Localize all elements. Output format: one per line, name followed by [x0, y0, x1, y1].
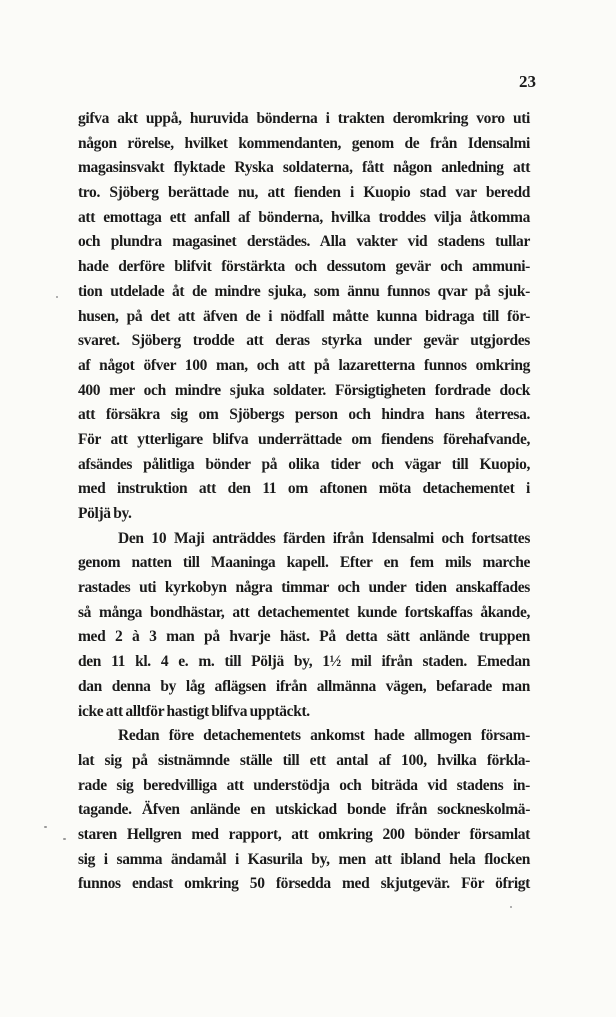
text-line: att försäkra sig om Sjöbergs person och hindra hans återresa.	[78, 406, 530, 424]
body-text	[78, 107, 530, 897]
text-line: afsändes pålitliga bönder på olika tider och vägar till Kuopio,	[78, 455, 530, 473]
text-line: husen, på det att äfven de i nödfall måtte kunna bidraga till för-	[78, 307, 530, 325]
paper-speck	[56, 296, 58, 298]
text-line: lat sig på sistnämnde ställe till ett antal af 100, hvilka förkla-	[78, 751, 530, 769]
text-line: tro. Sjöberg berättade nu, att fienden i Kuopio stad var beredd	[78, 184, 530, 202]
text-line: sig i samma ändamål i Kasurila by, men att ibland hela flocken	[78, 850, 530, 868]
text-line: hade derföre blifvit förstärkta och dessutom gevär och ammuni-	[78, 258, 530, 276]
text-line: och plundra magasinet derstädes. Alla vakter vid stadens tullar	[78, 233, 530, 251]
text-line: funnos endast omkring 50 försedda med skjutgevär. För öfrigt	[78, 875, 530, 893]
text-line: den 11 kl. 4 e. m. till Pöljä by, 1½ mil ifrån staden. Emedan	[78, 653, 530, 671]
text-line: tion utdelade åt de mindre sjuka, som ännu funnos qvar på sjuk-	[78, 282, 530, 300]
text-line: så många bondhästar, att detachementet kunde fortskaffas åkande,	[78, 603, 530, 621]
text-line: rastades uti kyrkobyn några timmar och under tiden anskaffades	[78, 579, 530, 597]
page-number: 23	[519, 72, 536, 91]
paper-speck	[510, 906, 512, 908]
text-line: någon rörelse, hvilket kommendanten, genom de från Idensalmi	[78, 134, 530, 152]
text-line: att emottaga ett anfall af bönderna, hvilka troddes vilja åtkomma	[78, 208, 530, 226]
text-line: icke att alltför hastigt blifva upptäckt.	[78, 702, 310, 720]
text-line: genom natten till Maaninga kapell. Efter en fem mils marche	[78, 554, 530, 572]
text-line: svaret. Sjöberg trodde att deras styrka under gevär utgjordes	[78, 332, 530, 350]
paper-speck	[44, 826, 47, 828]
text-line: af något öfver 100 man, och att på lazaretterna funnos omkring	[78, 356, 530, 374]
paper-speck	[63, 838, 66, 840]
text-line: 400 mer och mindre sjuka soldater. Försigtigheten fordrade dock	[78, 381, 530, 399]
text-line: rade sig beredvilliga att understödja och biträda vid stadens in-	[78, 776, 530, 794]
text-line: med 2 à 3 man på hvarje häst. På detta sätt anlände truppen	[78, 628, 530, 646]
text-line: magasinsvakt flyktade Ryska soldaterna, fått någon anledning att	[78, 159, 530, 177]
paragraph-start: Den 10 Maji anträddes färden ifrån Idensalmi och fortsattes	[118, 529, 530, 547]
text-line: med instruktion att den 11 om aftonen möta detachementet i	[78, 480, 530, 498]
text-line: Pöljä by.	[78, 505, 132, 522]
text-line: För att ytterligare blifva underrättade om fiendens förehafvande,	[78, 430, 530, 448]
text-line: staren Hellgren med rapport, att omkring 200 bönder församlat	[78, 825, 530, 843]
text-line: gifva akt uppå, huruvida bönderna i trakten deromkring voro uti	[78, 110, 530, 127]
text-line: dan denna by låg aflägsen ifrån allmänna vägen, befarade man	[78, 677, 530, 695]
paragraph-start: Redan före detachementets ankomst hade allmogen försam-	[118, 727, 530, 745]
text-line: tagande. Äfven anlände en utskickad bonde ifrån sockneskolmä-	[78, 801, 530, 819]
